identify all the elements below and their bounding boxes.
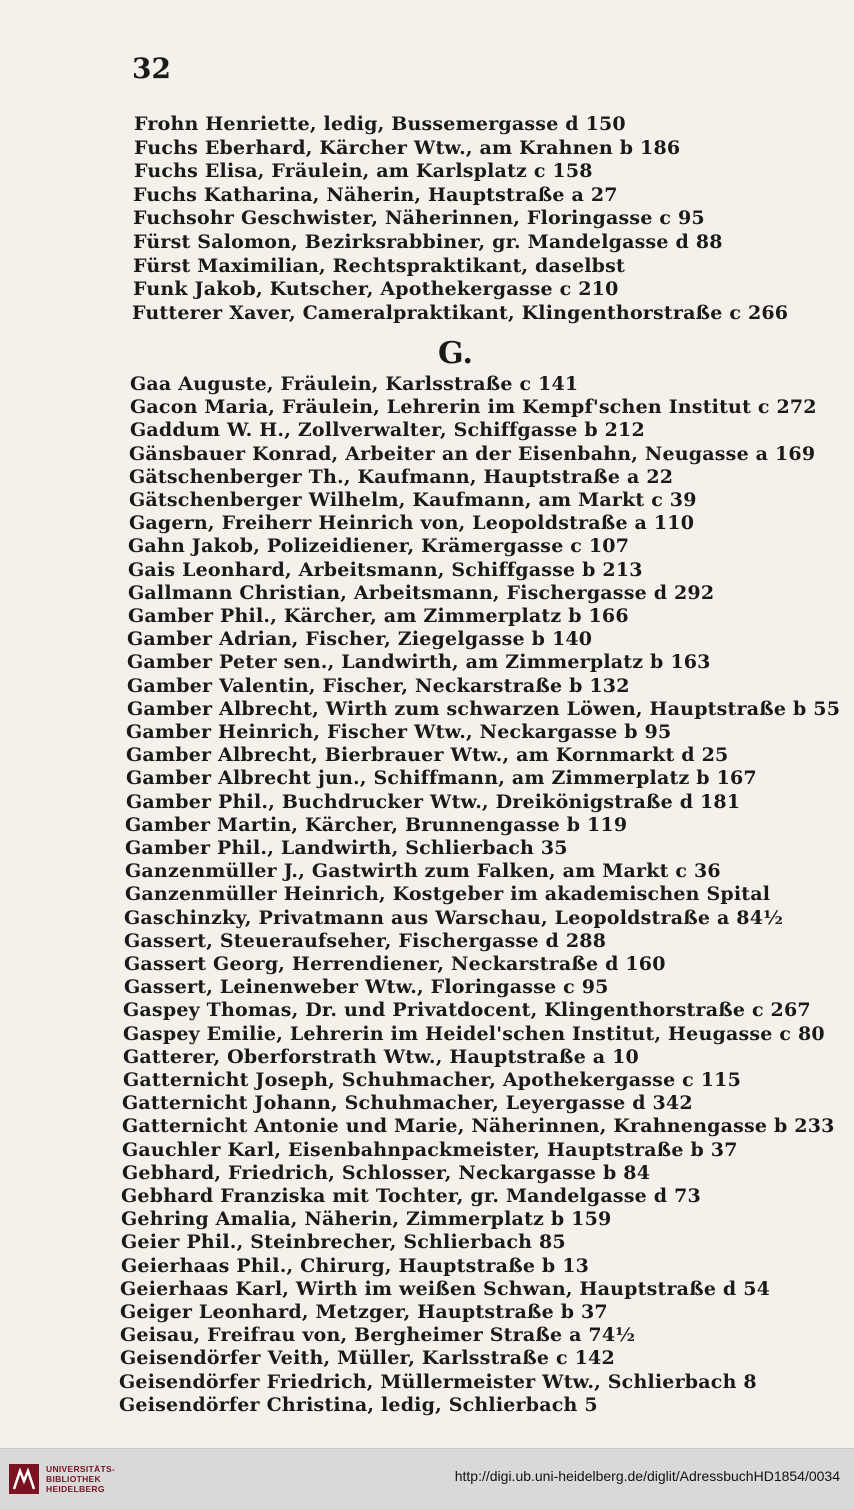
directory-entry: Gätschenberger Wilhelm, Kaufmann, am Markt c 39 <box>129 489 697 511</box>
section-heading-g: G. <box>438 336 473 371</box>
directory-entry: Gamber Phil., Buchdrucker Wtw., Dreikönigstraße d 181 <box>126 790 741 813</box>
source-url-link[interactable]: http://digi.ub.uni-heidelberg.de/diglit/AdressbuchHD1854/0034 <box>454 1468 840 1484</box>
directory-entry: Gamber Albrecht jun., Schiffmann, am Zimmerplatz b 167 <box>126 767 757 790</box>
directory-entry: Gatterer, Oberforstrath Wtw., Hauptstraße a 10 <box>123 1045 639 1068</box>
directory-entry: Gauchler Karl, Eisenbahnpackmeister, Hauptstraße b 37 <box>122 1138 738 1161</box>
directory-entry: Gaspey Emilie, Lehrerin im Heidel'schen Institut, Heugasse c 80 <box>123 1022 825 1045</box>
directory-entry: Geisendörfer Veith, Müller, Karlsstraße c 142 <box>120 1347 615 1370</box>
directory-entry: Ganzenmüller J., Gastwirth zum Falken, am Markt c 36 <box>125 860 721 883</box>
directory-entry: Fürst Maximilian, Rechtspraktikant, daselbst <box>133 254 626 277</box>
directory-entry: Gänsbauer Konrad, Arbeiter an der Eisenbahn, Neugasse a 169 <box>129 442 816 465</box>
directory-entry: Gamber Martin, Kärcher, Brunnengasse b 119 <box>125 813 628 836</box>
directory-entry: Gais Leonhard, Arbeitsmann, Schiffgasse b 213 <box>128 558 643 581</box>
directory-entry: Fuchs Eberhard, Kärcher Wtw., am Krahnen b 186 <box>134 136 681 159</box>
directory-entry: Gahn Jakob, Polizeidiener, Krämergasse c 107 <box>128 535 630 558</box>
directory-entry: Gaa Auguste, Fräulein, Karlsstraße c 141 <box>130 373 579 395</box>
directory-entry: Gatternicht Johann, Schuhmacher, Leyergasse d 342 <box>122 1092 693 1115</box>
directory-entry: Fürst Salomon, Bezirksrabbiner, gr. Mandelgasse d 88 <box>133 231 723 253</box>
directory-entry: Gehring Amalia, Näherin, Zimmerplatz b 159 <box>121 1208 612 1231</box>
logo-line: HEIDELBERG <box>46 1484 105 1494</box>
directory-entry: Gacon Maria, Fräulein, Lehrerin im Kempf'schen Institut c 272 <box>130 396 817 419</box>
directory-entry: Geisau, Freifrau von, Bergheimer Straße a 74½ <box>120 1324 636 1347</box>
directory-entry: Gaspey Thomas, Dr. und Privatdocent, Klingenthorstraße c 267 <box>123 999 811 1022</box>
directory-entry: Gagern, Freiherr Heinrich von, Leopoldstraße a 110 <box>129 512 695 535</box>
directory-entry: Gamber Adrian, Fischer, Ziegelgasse b 140 <box>127 628 593 651</box>
directory-entry: Gebhard Franziska mit Tochter, gr. Mandelgasse d 73 <box>121 1185 701 1207</box>
viewer-footer <box>0 1448 854 1509</box>
directory-entry: Fuchs Katharina, Näherin, Hauptstraße a 27 <box>133 183 618 206</box>
directory-entry: Gamber Valentin, Fischer, Neckarstraße b 132 <box>127 674 630 697</box>
directory-entry: Gassert, Steueraufseher, Fischergasse d 288 <box>124 929 607 952</box>
directory-entry: Geierhaas Phil., Chirurg, Hauptstraße b 13 <box>121 1254 590 1277</box>
directory-entry: Gamber Albrecht, Wirth zum schwarzen Löwen, Hauptstraße b 55 <box>127 697 841 720</box>
directory-entry: Gaschinzky, Privatmann aus Warschau, Leopoldstraße a 84½ <box>124 906 784 929</box>
logo-line: UNIVERSITÄTS- <box>46 1464 116 1474</box>
directory-entry: Gatternicht Antonie und Marie, Näherinnen, Krahnengasse b 233 <box>122 1115 835 1138</box>
directory-entry: Funk Jakob, Kutscher, Apothekergasse c 210 <box>133 278 619 301</box>
directory-entry: Gamber Heinrich, Fischer Wtw., Neckargasse b 95 <box>126 721 672 743</box>
directory-entry: Fuchs Elisa, Fräulein, am Karlsplatz c 158 <box>134 160 593 183</box>
directory-entry: Gebhard, Friedrich, Schlosser, Neckargasse b 84 <box>122 1161 651 1184</box>
directory-entry: Frohn Henriette, ledig, Bussemergasse d 150 <box>134 113 626 135</box>
directory-entry: Gassert, Leinenweber Wtw., Floringasse c 95 <box>124 976 609 999</box>
directory-entry: Geierhaas Karl, Wirth im weißen Schwan, Hauptstraße d 54 <box>120 1277 771 1300</box>
directory-entry: Geisendörfer Friedrich, Müllermeister Wtw., Schlierbach 8 <box>119 1370 757 1393</box>
university-library-logo <box>8 1459 118 1499</box>
directory-entry: Gamber Peter sen., Landwirth, am Zimmerplatz b 163 <box>127 651 711 674</box>
directory-entry: Gätschenberger Th., Kaufmann, Hauptstraße a 22 <box>129 465 674 488</box>
directory-entry: Gamber Phil., Landwirth, Schlierbach 35 <box>125 837 568 859</box>
logo-line: BIBLIOTHEK <box>46 1474 101 1484</box>
directory-entry: Gaddum W. H., Zollverwalter, Schiffgasse b 212 <box>130 419 645 442</box>
directory-entry: Fuchsohr Geschwister, Näherinnen, Floringasse c 95 <box>133 207 705 230</box>
directory-entry: Gatternicht Joseph, Schuhmacher, Apothekergasse c 115 <box>123 1069 742 1091</box>
page-number: 32 <box>132 52 171 85</box>
directory-entry: Geier Phil., Steinbrecher, Schlierbach 85 <box>121 1231 566 1254</box>
directory-entry: Gallmann Christian, Arbeitsmann, Fischergasse d 292 <box>128 581 715 604</box>
directory-entry: Gamber Albrecht, Bierbrauer Wtw., am Kornmarkt d 25 <box>126 744 729 767</box>
directory-entry: Ganzenmüller Heinrich, Kostgeber im akademischen Spital <box>125 883 771 906</box>
directory-entry: Futterer Xaver, Cameralpraktikant, Klingenthorstraße c 266 <box>132 301 789 324</box>
directory-entry: Gassert Georg, Herrendiener, Neckarstraße d 160 <box>124 953 666 975</box>
library-seal-icon <box>8 1463 40 1495</box>
directory-entry: Geiger Leonhard, Metzger, Hauptstraße b 37 <box>120 1301 608 1323</box>
directory-entry: Geisendörfer Christina, ledig, Schlierbach 5 <box>119 1393 598 1416</box>
directory-entry: Gamber Phil., Kärcher, am Zimmerplatz b 166 <box>128 605 629 627</box>
